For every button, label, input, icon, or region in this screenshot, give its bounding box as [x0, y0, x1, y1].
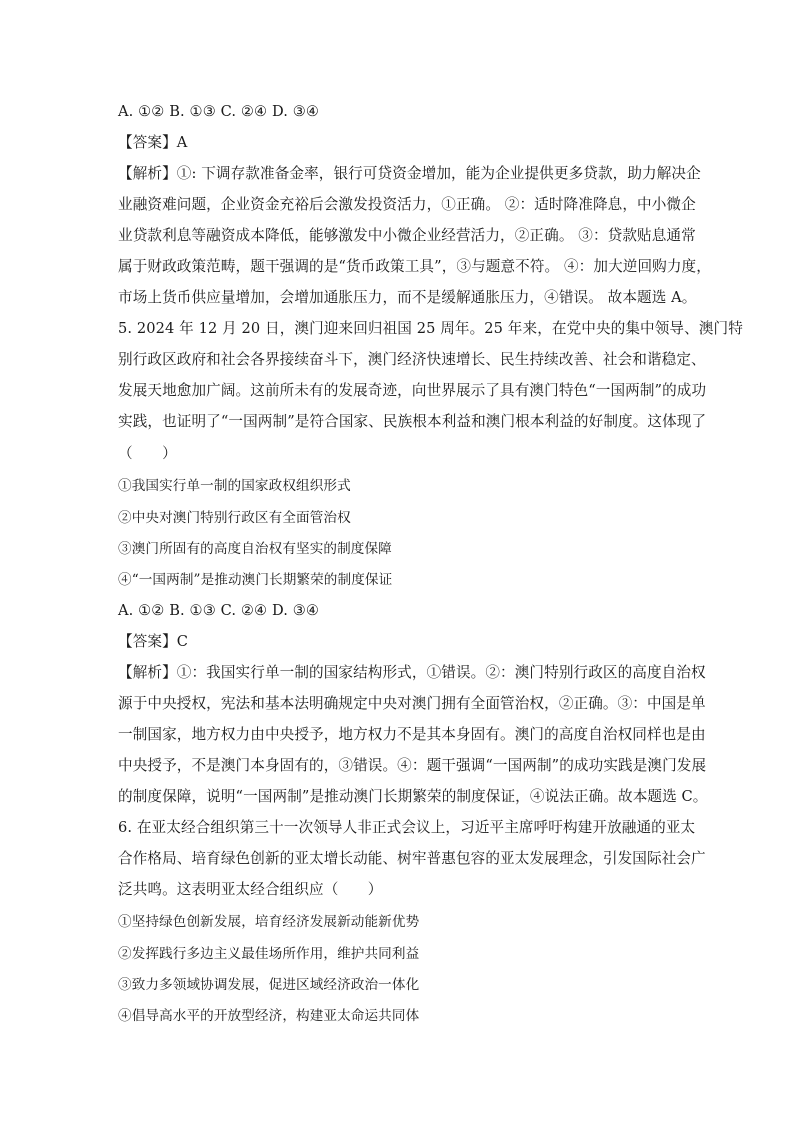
q4-analysis-line-2: 业融资难问题，企业资金充裕后会激发投资活力，①正确。 ②：适时降准降息，中小微企 — [118, 196, 696, 213]
q6-option-2: ②发挥践行多边主义最佳场所作用，维护共同利益 — [118, 946, 420, 962]
q6-option-3: ③致力多领域协调发展，促进区域经济政治一体化 — [118, 977, 420, 993]
q5-stem-line-3: 发展天地愈加广阔。这前所未有的发展奇迹，向世界展示了具有澳门特色“一国两制”的成功 — [118, 382, 707, 399]
q5-analysis-line-1: 【解析】①：我国实行单一制的国家结构形式，①错误。②：澳门特别行政区的高度自治权 — [118, 664, 706, 681]
q5-analysis-line-3: 一制国家，地方权力由中央授予，地方权力不是其本身固有。澳门的高度自治权同样也是由 — [118, 726, 706, 743]
q6-stem-line-1: 6. 在亚太经合组织第三十一次领导人非正式会议上，习近平主席呼吁构建开放融通的亚太 — [118, 819, 696, 836]
q5-stem-line-2: 别行政区政府和社会各界接续奋斗下，澳门经济快速增长、民生持续改善、社会和谐稳定、 — [118, 351, 706, 368]
q5-option-1: ①我国实行单一制的国家政权组织形式 — [118, 478, 351, 494]
q5-option-2: ②中央对澳门特别行政区有全面管治权 — [118, 510, 351, 526]
q4-analysis-line-4: 属于财政政策范畴，题干强调的是“货币政策工具”，③与题意不符。 ④：加大逆回购力度， — [118, 258, 711, 275]
q6-stem-line-2: 合作格局、培育绿色创新的亚太增长动能、树牢普惠包容的亚太发展理念，引发国际社会广 — [118, 850, 706, 867]
q5-stem-line-5: （ ） — [118, 445, 177, 462]
q6-option-4: ④倡导高水平的开放型经济，构建亚太命运共同体 — [118, 1008, 420, 1024]
q5-option-3: ③澳门所固有的高度自治权有坚实的制度保障 — [118, 541, 392, 557]
q5-analysis-line-2: 源于中央授权，宪法和基本法明确规定中央对澳门拥有全面管治权，②正确。③：中国是单 — [118, 695, 706, 712]
q5-analysis-line-5: 的制度保障，说明“一国两制”是推动澳门长期繁荣的制度保证，④说法正确。故本题选 C。 — [118, 788, 708, 805]
q4-choices: A. ①② B. ①③ C. ②④ D. ③④ — [118, 103, 320, 120]
q5-stem-line-1: 5. 2024 年 12 月 20 日，澳门迎来回归祖国 25 周年。25 年来，在党中央的集中领导、澳门特 — [118, 320, 743, 337]
q5-answer: 【答案】C — [118, 633, 189, 650]
q4-analysis-line-5: 市场上货币供应量增加，会增加通胀压力，而不是缓解通胀压力，④错误。 故本题选 A。 — [118, 289, 697, 306]
q5-stem-line-4: 实践，也证明了“一国两制”是符合国家、民族根本利益和澳门根本利益的好制度。这体现了 — [118, 413, 707, 430]
q4-analysis-line-3: 业贷款利息等融资成本降低，能够激发中小微企业经营活力，②正确。 ③：贷款贴息通常 — [118, 227, 696, 244]
q4-answer: 【答案】A — [118, 134, 188, 151]
q5-analysis-line-4: 中央授予，不是澳门本身固有的，③错误。④：题干强调“一国两制”的成功实践是澳门发展 — [118, 757, 707, 774]
q6-stem-line-3: 泛共鸣。这表明亚太经合组织应（ ） — [118, 881, 383, 898]
q5-choices: A. ①② B. ①③ C. ②④ D. ③④ — [118, 602, 320, 619]
q4-analysis-line-1: 【解析】①: 下调存款准备金率，银行可贷资金增加，能为企业提供更多贷款，助力解决企 — [118, 165, 701, 182]
q6-option-1: ①坚持绿色创新发展，培育经济发展新动能新优势 — [118, 914, 420, 930]
q5-option-4: ④“一国两制”是推动澳门长期繁荣的制度保证 — [118, 572, 393, 588]
